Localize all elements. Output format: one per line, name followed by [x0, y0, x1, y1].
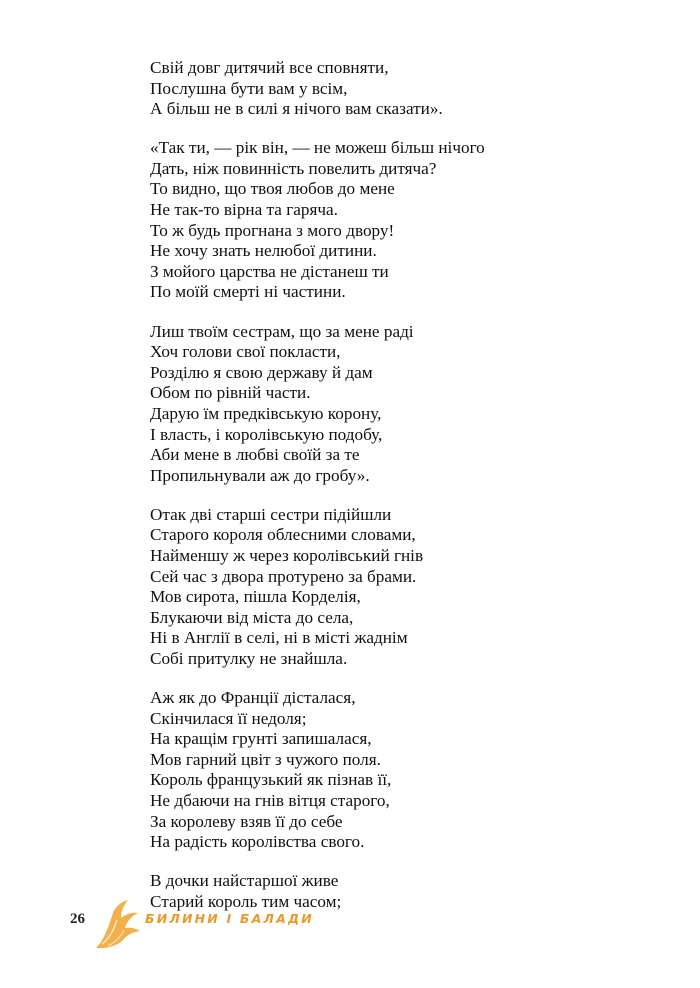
poem-line: Король французький як пізнав її,: [150, 770, 392, 790]
poem-line: Не хочу знать нелюбої дитини.: [150, 241, 377, 261]
poem-line: Пропильнували аж до гробу».: [150, 465, 370, 485]
poem-line: А більш не в силі я нічого вам сказати».: [150, 99, 443, 119]
poem-line: Дать, ніж повинність повелить дитяча?: [150, 158, 437, 178]
poem-line: Свій довг дитячий все сповняти,: [150, 58, 389, 77]
poem-line: І власть, і королівськую подобу,: [150, 424, 383, 444]
poem-line: Послушна бути вам у всім,: [150, 78, 348, 98]
page-number: 26: [70, 911, 85, 927]
poem-text: [150, 58, 650, 931]
poem-line: В дочки найстаршої живе: [150, 871, 339, 891]
poem-line: Не дбаючи на гнів вітця старого,: [150, 791, 390, 810]
book-title: БИЛИНИ І БАЛАДИ: [145, 911, 314, 926]
poem-line: То ж будь прогнана з мого двору!: [150, 220, 395, 240]
poem-line: Блукаючи від міста до села,: [150, 607, 354, 627]
stanza: [150, 505, 650, 670]
poem-line: То видно, що твоя любов до мене: [150, 179, 395, 199]
stanza: [150, 58, 650, 120]
stanza: [150, 688, 650, 853]
poem-line: Найменшу ж через королівський гнів: [150, 545, 424, 565]
poem-line: Лиш твоїм сестрам, що за мене раді: [150, 321, 414, 341]
poem-line: Аби мене в любві своїй за те: [150, 445, 360, 465]
poem-line: Не так-то вірна та гаряча.: [150, 200, 338, 220]
bird-ornament-icon: [90, 898, 142, 954]
stanza: [150, 138, 650, 303]
poem-line: На радість королівства свого.: [150, 832, 365, 852]
poem-line: Аж як до Франції дісталася,: [150, 688, 356, 708]
poem-line: Отак дві старші сестри підійшли: [150, 504, 392, 524]
stanza: [150, 322, 650, 487]
poem-line: З мойого царства не дістанеш ти: [150, 261, 389, 281]
poem-line: Скінчилася її недоля;: [150, 708, 307, 728]
poem-line: Старого короля облесними словами,: [150, 525, 416, 545]
poem-line: Дарую їм предківськую корону,: [150, 403, 382, 423]
poem-line: Мов сирота, пішла Корделія,: [150, 587, 361, 607]
poem-line: Розділю я свою державу й дам: [150, 362, 373, 382]
poem-line: Обом по рівній части.: [150, 383, 311, 403]
poem-line: Сей час з двора протурено за брами.: [150, 566, 417, 586]
page-footer: [70, 898, 370, 958]
poem-line: Старий король тим часом;: [150, 891, 342, 911]
poem-line: Ні в Англії в селі, ні в місті жаднім: [150, 628, 408, 648]
poem-line: Собі притулку не знайшла.: [150, 648, 348, 668]
poem-line: По моїй смерті ні частини.: [150, 282, 346, 302]
poem-line: Мов гарний цвіт з чужого поля.: [150, 749, 381, 769]
poem-line: За королеву взяв її до себе: [150, 811, 343, 831]
poem-line: Хоч голови свої покласти,: [150, 342, 341, 362]
poem-line: На кращім грунті запишалася,: [150, 729, 372, 749]
poem-line: «Так ти, — рік він, — не можеш більш нічого: [150, 138, 485, 158]
